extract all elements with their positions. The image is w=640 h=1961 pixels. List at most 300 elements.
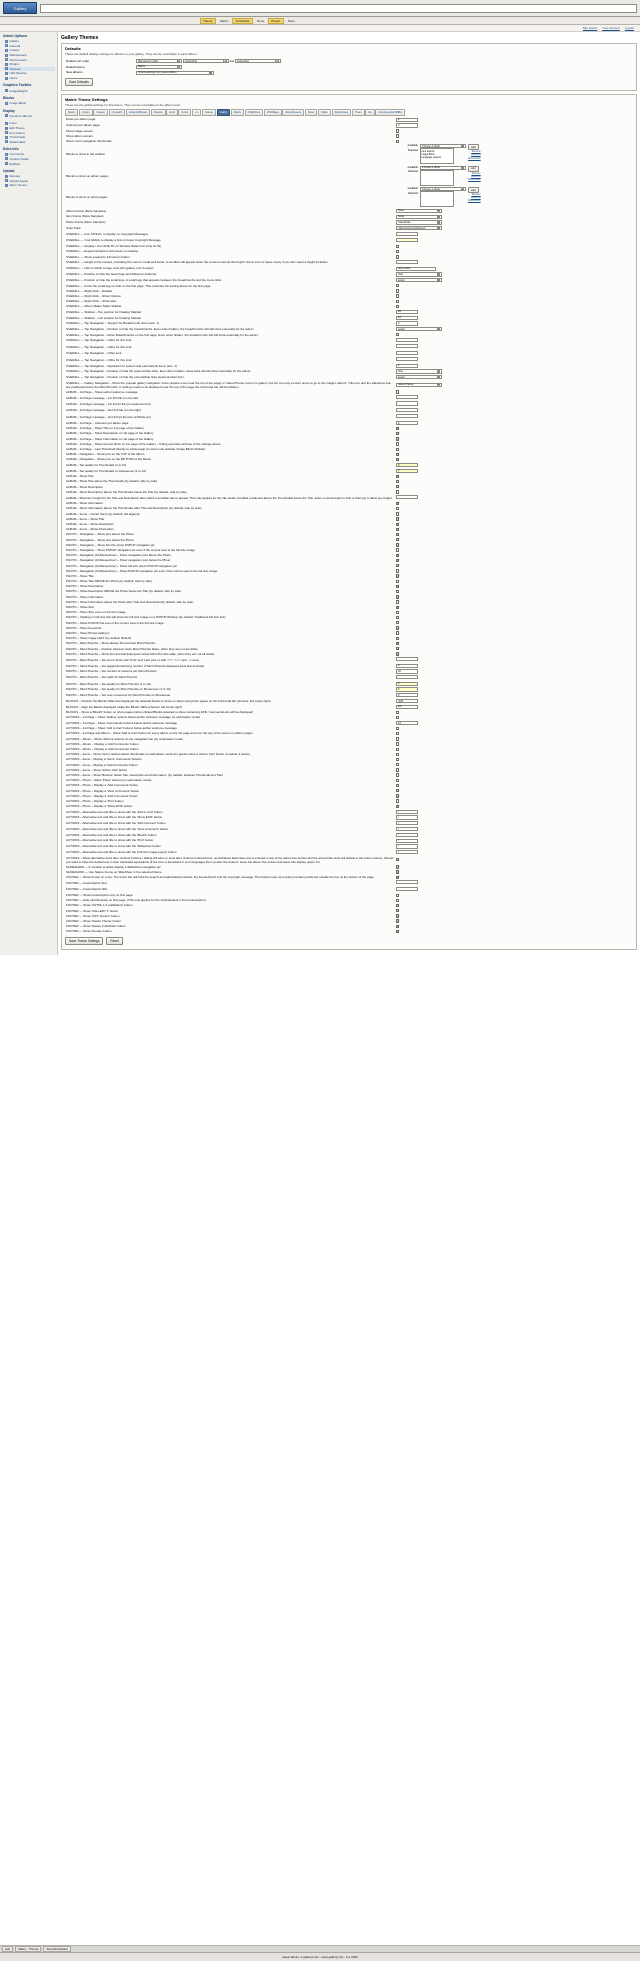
sidebar-item-label: Edit Theme: [9, 126, 25, 131]
setting-label: ALBUM – Show Description above the Thumbnails below the Title (by default: side by side): [66, 489, 187, 494]
setting-text-input[interactable]: /: [396, 810, 418, 814]
setting-checkbox[interactable]: [396, 616, 399, 619]
setting-text-input[interactable]: left: [396, 705, 418, 709]
chevron-down-icon: ▾: [437, 279, 439, 282]
defaults-actions: [65, 78, 633, 86]
setting-label: OVERALL — Sidebar – Left position for Floating Sidebar: [66, 315, 142, 320]
setting-text-input[interactable]: 10: [396, 316, 418, 320]
setting-label: OVERALL — Top Navigation – Other Link: [66, 351, 122, 356]
setting-text-input[interactable]: 2: [396, 693, 418, 697]
applet-icon: [5, 179, 8, 182]
list-item[interactable]: Image Block: [421, 153, 435, 157]
tab-kurtis[interactable]: Kurtis: [178, 109, 191, 116]
setting-text-input[interactable]: [396, 887, 418, 891]
block-move-down-link[interactable]: Move Down: [468, 199, 481, 203]
setting-checkbox[interactable]: [396, 894, 399, 897]
setting-label: ALBUM – 1st Page – Last Thumbnail directly to whole page (to work must activate 'Image Block' Module): [66, 447, 206, 452]
save-theme-settings-button[interactable]: Save Theme Settings: [65, 937, 103, 945]
taskbar-item-gallery-themes[interactable]: Gallery :: Themes: [15, 1946, 41, 1952]
setting-text-input[interactable]: http://www.: [396, 267, 436, 271]
setting-checkbox[interactable]: [396, 876, 399, 879]
block-remove-link[interactable]: Remove: [471, 150, 481, 154]
setting-label: ALBUM – 1st Page message – 1st Intl Ipt file (on equipment Ipt): [66, 401, 151, 406]
new-albums-select[interactable]: [136, 71, 214, 75]
setting-checkbox[interactable]: [396, 753, 399, 756]
tab-pngbase[interactable]: PNGBase: [264, 109, 282, 116]
reset-button[interactable]: Reset: [106, 937, 122, 945]
setting-select[interactable]: [396, 369, 442, 373]
setting-checkbox[interactable]: [396, 768, 399, 771]
setting-label: ALBUM – Items – Show Information: [66, 527, 114, 532]
setting-checkbox[interactable]: [396, 631, 399, 634]
setting-checkbox[interactable]: [396, 748, 399, 751]
block-move-up-link[interactable]: Move Up: [471, 153, 481, 157]
save-defaults-button[interactable]: Save Defaults: [65, 78, 93, 86]
setting-label: ACTIONS – Photo – Display a 'Add Comments' button: [66, 783, 139, 788]
available-block-select[interactable]: [420, 144, 466, 148]
setting-label: SLIDESHOW — If 'module' is active display a SlideShow navigation pic: [66, 864, 161, 869]
setting-label: ACTIONS – 1st Page and Album – Show 'Add to Cart' button for every album on the 1st page and over the top of the screen on album pages: [66, 731, 253, 736]
sidebar-item-image-block[interactable]: [3, 101, 55, 106]
setting-select[interactable]: [396, 209, 442, 213]
chevron-down-icon: ▾: [461, 188, 463, 191]
setting-checkbox[interactable]: [396, 564, 399, 567]
setting-checkbox[interactable]: [396, 490, 399, 493]
setting-label: Album Frame (More Samples): [66, 208, 107, 213]
setting-checkbox[interactable]: [396, 475, 399, 478]
setting-checkbox[interactable]: [396, 442, 399, 445]
chevron-down-icon: ▾: [437, 221, 439, 224]
sidebar-item-label: Custom Fields: [9, 156, 29, 161]
sidebar-item-watermarks[interactable]: [3, 140, 55, 145]
sidebar-item-label: Themes: [9, 66, 21, 71]
setting-checkbox[interactable]: [396, 284, 399, 287]
chevron-down-icon: ▾: [177, 60, 179, 63]
tab-colors[interactable]: Colors: [79, 109, 93, 116]
sidebar-item-label: Icons: [9, 121, 17, 126]
setting-checkbox[interactable]: [396, 606, 399, 609]
list-item[interactable]: Language selector: [421, 156, 442, 160]
setting-checkbox[interactable]: [396, 870, 399, 873]
setting-label: PHOTO – Navigation – Show POPUP navigation pic even if the current view is the full size image: [66, 547, 195, 552]
setting-label: OVERALL — Height of the content, excluding the menu's, head and footer. A scrollbar will appear when the content extends this height. Set to zero or leave empty if you don't want a height limitation.: [66, 260, 329, 265]
add-block-button[interactable]: Add: [468, 166, 479, 172]
setting-text-input[interactable]: 1: [396, 364, 418, 368]
setting-label: ALBUM – 1st Page message – 2nd Intl Ipt file (acc.onWhole Ipt): [66, 414, 151, 419]
blocks-picker: [396, 166, 632, 186]
default-theme-select[interactable]: [136, 65, 182, 69]
setting-checkbox[interactable]: [396, 574, 399, 577]
setting-checkbox[interactable]: [396, 773, 399, 776]
setting-checkbox[interactable]: [396, 865, 399, 868]
setting-text-input[interactable]: [396, 344, 418, 348]
setting-label: PHOTO – MicroThumbs – Set max movement for MicroThumbs on Mouseover: [66, 693, 171, 698]
tab-matrix[interactable]: Matrix: [231, 109, 244, 116]
setting-label: ACTIONS – Show alternative texts after 'Actions' buttons / Hiding will also no texts after 'Actions' buttons/icons, nevertheless alternative text is entered in any of the above five entries and the alt and title texts will default to the button names. Should you want to have the default text in their translated equivalents (if the time is translated in your language) then up after the buttons; leave the above five entries and leave this display option Tot.: [66, 855, 394, 864]
setting-checkbox[interactable]: [396, 458, 399, 461]
setting-checkbox[interactable]: [396, 805, 399, 808]
setting-checkbox[interactable]: [396, 716, 399, 719]
setting-checkbox[interactable]: [396, 621, 399, 624]
block-move-up-link[interactable]: Move Up: [471, 196, 481, 200]
setting-label: PHOTO – MicroThumbs – Position between twice MicroThumbs fades, when they are not all visible: [66, 646, 198, 651]
setting-checkbox[interactable]: [396, 590, 399, 593]
setting-text-input[interactable]: 10: [396, 721, 418, 725]
setting-checkbox[interactable]: [396, 538, 399, 541]
setting-checkbox[interactable]: [396, 569, 399, 572]
setting-label: OVERALL — Top Navigation – Position or hide the breadCrumbs. Even when hidden, the breadCrumbs will still show externally for the admin.: [66, 327, 255, 332]
setting-label: ALBUM – Navigation – Show pics on the TOP of the Album: [66, 452, 145, 457]
setting-text-input[interactable]: /: [396, 815, 418, 819]
link-your-account[interactable]: Your Account: [602, 26, 620, 30]
setting-label: ALBUM – Navigation – Show pics on the BOTTOM of the Album: [66, 457, 152, 462]
setting-text-input[interactable]: [396, 414, 418, 418]
setting-checkbox[interactable]: [396, 554, 399, 557]
setting-select[interactable]: [396, 327, 442, 331]
setting-checkbox[interactable]: [396, 763, 399, 766]
setting-checkbox[interactable]: [396, 799, 399, 802]
setting-text-input[interactable]: 40: [396, 669, 418, 673]
field-icon: [5, 157, 8, 160]
setting-text-input[interactable]: /: [396, 844, 418, 848]
tab-stylesheep[interactable]: StyleSheep: [332, 109, 352, 116]
tab-philipmore[interactable]: PhilipMore: [245, 109, 264, 116]
setting-checkbox[interactable]: [396, 858, 399, 861]
setting-select-value: None: [398, 209, 405, 213]
setting-checkbox[interactable]: [396, 427, 399, 430]
setting-text-input[interactable]: [396, 232, 418, 236]
sidebar-group: [3, 169, 55, 188]
setting-select-value: naturePale: [398, 220, 411, 224]
setting-label: PHOTO – Show image LEFT (by default: RIGHT): [66, 636, 132, 641]
setting-text-input[interactable]: 5: [396, 463, 418, 467]
setting-control: [395, 929, 633, 934]
setting-checkbox[interactable]: [396, 512, 399, 515]
add-block-button[interactable]: Add: [468, 187, 479, 193]
tab-floatrix[interactable]: Floatrix: [151, 109, 166, 116]
setting-checkbox[interactable]: [396, 611, 399, 614]
setting-checkbox[interactable]: [396, 711, 399, 714]
browser-status-bar: [0, 1952, 640, 1961]
setting-text-input[interactable]: 0: [396, 664, 418, 668]
setting-checkbox[interactable]: [396, 548, 399, 551]
selected-blocks-list[interactable]: [420, 148, 454, 164]
setting-text-input[interactable]: [396, 495, 418, 499]
setting-select[interactable]: [396, 215, 442, 219]
setting-checkbox[interactable]: [396, 914, 399, 917]
chevron-down-icon: ▾: [437, 216, 439, 219]
tab-classic[interactable]: Classic: [93, 109, 108, 116]
setting-checkbox[interactable]: [396, 250, 399, 253]
setting-select-value: natureTheme: [398, 383, 414, 387]
setting-text-input[interactable]: [396, 675, 418, 679]
setting-control: [395, 165, 633, 186]
setting-label: ACTIONS – Album – Display a 'Add Comments' button: [66, 747, 139, 752]
setting-checkbox[interactable]: [396, 507, 399, 510]
blocks-picker-labels: [396, 144, 418, 153]
tab-matrix[interactable]: matrix: [217, 109, 230, 116]
tab-siriez[interactable]: Siriez: [305, 109, 318, 116]
setting-label: FOOTER — Show FooterA/print only on first page: [66, 893, 133, 898]
tab-slider[interactable]: Slider: [318, 109, 331, 116]
sidebar-item-exif-iptc[interactable]: [3, 161, 55, 166]
setting-text-input[interactable]: 5: [396, 687, 418, 691]
setting-checkbox[interactable]: [396, 453, 399, 456]
block-move-down-link[interactable]: Move Down: [468, 178, 481, 182]
setting-label: PHOTO – Show Description: [66, 584, 104, 589]
setting-text-input[interactable]: /: [396, 850, 418, 854]
setting-label: ACTIONS – 1st Page – Show 'Commands' buttons below author welcome message: [66, 720, 178, 725]
setting-checkbox[interactable]: [396, 134, 399, 137]
album-icon: [5, 114, 8, 117]
setting-control: [395, 144, 633, 165]
setting-checkbox[interactable]: [396, 289, 399, 292]
block-remove-link[interactable]: Remove: [471, 171, 481, 175]
setting-checkbox[interactable]: [396, 533, 399, 536]
setting-label: BLOCKS – Show a 'BlockX' button on photo pages (when clicked Blocks selected to show containing EXIF, CommentsLists will be displayed): [66, 710, 254, 715]
setting-select-value: natureGreenCashGreen: [398, 226, 426, 230]
selected-blocks-list[interactable]: [420, 191, 454, 207]
preset-value: None: [287, 18, 295, 23]
add-block-button[interactable]: Add: [468, 144, 479, 150]
setting-text-input[interactable]: [396, 408, 418, 412]
setting-text-input[interactable]: 5: [396, 682, 418, 686]
setting-checkbox[interactable]: [396, 129, 399, 132]
setting-checkbox[interactable]: [396, 390, 399, 393]
setting-label: ACTIONS – 1st Page – Show 'Add to Cart' buttons below author welcome message: [66, 726, 177, 731]
setting-checkbox[interactable]: [396, 899, 399, 902]
theme-settings-heading: Matrix Theme Settings: [65, 96, 108, 102]
link-site-admin[interactable]: Site Admin: [582, 26, 598, 30]
sidebar-item-label: Image Block: [9, 101, 27, 106]
setting-checkbox[interactable]: [396, 595, 399, 598]
setting-text-input[interactable]: 20: [396, 310, 418, 314]
setting-checkbox[interactable]: [396, 652, 399, 655]
setting-label: OVERALL — Your EMAIL to display a link on footer Copyright Message: [66, 238, 161, 243]
sidebar-group: [3, 109, 55, 119]
setting-checkbox[interactable]: [396, 647, 399, 650]
setting-text-input[interactable]: [396, 238, 418, 242]
link-logout[interactable]: Logout: [624, 26, 634, 30]
setting-checkbox[interactable]: [396, 294, 399, 297]
sidebar-item-web-server[interactable]: [3, 183, 55, 188]
sidebar-item-label: Thumbnails: [9, 135, 26, 140]
setting-checkbox[interactable]: [396, 523, 399, 526]
chevron-down-icon: ▾: [437, 328, 439, 331]
block-move-down-link[interactable]: Move Down: [468, 156, 481, 160]
setting-checkbox[interactable]: [396, 758, 399, 761]
setting-checkbox[interactable]: [396, 784, 399, 787]
setting-select[interactable]: [396, 375, 442, 379]
setting-control: [395, 855, 633, 864]
setting-select[interactable]: [396, 278, 442, 282]
block-icon: [5, 102, 8, 105]
tab-hind[interactable]: Hind: [166, 109, 178, 116]
setting-checkbox[interactable]: [396, 559, 399, 562]
setting-checkbox[interactable]: [396, 543, 399, 546]
setting-checkbox[interactable]: [396, 528, 399, 531]
water-icon: [5, 140, 8, 143]
selected-label: Selected: [407, 191, 418, 195]
setting-text-input[interactable]: [396, 260, 418, 264]
setting-label: OVERALL — Force the small logo to hide on the first page. This overrides the setting above for the first page.: [66, 283, 212, 288]
setting-checkbox[interactable]: [396, 600, 399, 603]
setting-checkbox[interactable]: [396, 305, 399, 308]
setting-label: ALBUM – Show Title above the Thumbnails (by default: side by side): [66, 479, 158, 484]
tab-matrix[interactable]: Matrix: [65, 109, 78, 116]
setting-checkbox[interactable]: [396, 585, 399, 588]
setting-checkbox[interactable]: [396, 742, 399, 745]
setting-checkbox[interactable]: [396, 245, 399, 248]
setting-label: ACTIONS – Alternative text and title to show with the 'View comments' button: [66, 826, 169, 831]
theme-settings-table: [65, 117, 633, 934]
tab-the-apostolicabba[interactable]: (the)ApostolicABBA: [375, 109, 405, 116]
setting-checkbox[interactable]: [396, 580, 399, 583]
setting-select[interactable]: [396, 272, 442, 276]
setting-checkbox[interactable]: [396, 737, 399, 740]
block-move-up-link[interactable]: Move Up: [471, 174, 481, 178]
colorpack-value: None: [257, 18, 265, 23]
setting-text-input[interactable]: /: [396, 827, 418, 831]
setting-checkbox[interactable]: [396, 727, 399, 730]
setting-checkbox[interactable]: [396, 448, 399, 451]
setting-text-input[interactable]: right: [396, 699, 418, 703]
start-button[interactable]: start: [2, 1946, 13, 1952]
selected-blocks-list[interactable]: [420, 170, 454, 186]
admin-sidebar: [0, 32, 58, 955]
tab-nature[interactable]: Nature: [202, 109, 216, 116]
setting-text-input[interactable]: 4: [396, 321, 418, 325]
setting-checkbox[interactable]: [396, 732, 399, 735]
sidebar-item-dynamic-albums[interactable]: [3, 114, 55, 119]
setting-label: ACTIONS – Album – Show 'Albums' actions on top navigation bar (on webmaster mode): [66, 736, 184, 741]
sort-direction-select[interactable]: [183, 59, 229, 63]
setting-text-input[interactable]: 5: [396, 469, 418, 473]
setting-label: ALBUM – 1st Page – Show Description on 1st page of the Gallery: [66, 431, 154, 436]
setting-checkbox[interactable]: [396, 794, 399, 797]
setting-row: [65, 186, 633, 207]
tab-roseflowers[interactable]: RoseFlowers: [282, 109, 304, 116]
setting-text-input[interactable]: /: [396, 839, 418, 843]
sort-direction2-select[interactable]: [235, 59, 281, 63]
list-item[interactable]: Item actions: [421, 149, 435, 153]
setting-checkbox[interactable]: [396, 333, 399, 336]
setting-checkbox[interactable]: [396, 480, 399, 483]
new-albums-value: Inherit settings from parent album: [138, 71, 177, 75]
sidebar-group-title: Graphics Toolkits: [3, 83, 32, 88]
setting-label: PHOTO – Show Size even on full size image: [66, 610, 126, 615]
setting-label: ACTIONS – 1st Page – Show 'Gallery' actions below author welcome message (or webmaster mode): [66, 715, 201, 720]
tab-eclectic-bloods[interactable]: Eclectic/Bloods: [126, 109, 150, 116]
setting-label: PHOTO – Show Title ABOVE the Photo (by default: side by side): [66, 579, 152, 584]
sidebar-item-label: URL Rewrite: [9, 71, 27, 76]
setting-checkbox[interactable]: [396, 642, 399, 645]
setting-checkbox[interactable]: [396, 779, 399, 782]
setting-label: OVERALL — URL to which to logo must link (gallery root if empty): [66, 266, 154, 271]
setting-label: ALBUM – Set quality for Thumbnails on Mouseover (1 to 10): [66, 468, 147, 473]
tab-crystal-x[interactable]: Crystal/X: [109, 109, 126, 116]
setting-text-input[interactable]: [396, 657, 418, 661]
sidebar-item-imagemagick[interactable]: [3, 88, 55, 93]
setting-text-input[interactable]: [396, 395, 418, 399]
top-links-bar: [0, 25, 640, 32]
setting-text-input[interactable]: /: [396, 821, 418, 825]
setting-label: ACTIONS – Items – Show 'Add to Cart' button: [66, 767, 128, 772]
setting-checkbox[interactable]: [396, 255, 399, 258]
setting-text-input[interactable]: [396, 401, 418, 405]
setting-text-input[interactable]: [396, 357, 418, 361]
tab-x-1[interactable]: x.1: [192, 109, 202, 116]
setting-text-input[interactable]: 4: [396, 118, 418, 122]
setting-checkbox[interactable]: [396, 919, 399, 922]
setting-checkbox[interactable]: [396, 925, 399, 928]
setting-text-input[interactable]: [396, 351, 418, 355]
sidebar-group: [3, 96, 55, 106]
setting-checkbox[interactable]: [396, 502, 399, 505]
setting-label: OVERALL — Album Maker Static Sidebar: [66, 304, 122, 309]
setting-text-input[interactable]: [396, 880, 418, 884]
setting-label: ACTIONS – Alternative text and title to show with the 'Full size image popup' button: [66, 850, 177, 855]
chevron-down-icon: ▾: [437, 210, 439, 213]
link-icon: [5, 72, 8, 75]
setting-text-input[interactable]: [396, 338, 418, 342]
tab-tile[interactable]: tile: [365, 109, 374, 116]
available-block-select[interactable]: [420, 166, 466, 170]
setting-checkbox[interactable]: [396, 432, 399, 435]
setting-label: ALBUM – Show Information: [66, 501, 104, 506]
setting-label: PHOTO – MicroThumbs – Set quality for MicroThumbs (1 to 10): [66, 681, 151, 686]
taskbar-item-site-administration[interactable]: Site Administration: [43, 1946, 70, 1952]
setting-checkbox[interactable]: [396, 789, 399, 792]
address-bar[interactable]: [40, 4, 637, 13]
setting-text-input[interactable]: /: [396, 833, 418, 837]
setting-row: [65, 165, 633, 186]
page-title: Gallery Themes: [61, 35, 99, 41]
setting-select[interactable]: [396, 220, 442, 224]
setting-checkbox[interactable]: [396, 517, 399, 520]
setting-label: OVERALL — Sidebar – Top position for Floating Sidebar: [66, 309, 142, 314]
setting-checkbox[interactable]: [396, 485, 399, 488]
setting-label: ALBUM – 1st Page message – 2nd Intl title (on the right): [66, 408, 142, 413]
setting-checkbox[interactable]: [396, 626, 399, 629]
available-label: Available: [407, 144, 418, 148]
sidebar-item-users[interactable]: [3, 76, 55, 81]
setting-select[interactable]: [396, 383, 442, 387]
setting-row: [65, 144, 633, 165]
setting-checkbox[interactable]: [396, 909, 399, 912]
setting-checkbox[interactable]: [396, 300, 399, 303]
setting-checkbox[interactable]: [396, 140, 399, 143]
setting-text-input[interactable]: 4: [396, 123, 418, 127]
chevron-down-icon: ▾: [461, 167, 463, 170]
block-remove-link[interactable]: Remove: [471, 193, 481, 196]
setting-select[interactable]: [396, 226, 442, 230]
available-block-select[interactable]: [420, 187, 466, 191]
sidebar-group: [3, 147, 55, 166]
tab-tham[interactable]: Tham: [352, 109, 365, 116]
setting-text-input[interactable]: 2: [396, 421, 418, 425]
blocks-picker-controls: [420, 166, 466, 186]
setting-checkbox[interactable]: [396, 437, 399, 440]
setting-label: FOOTER — Show 'GALLERY 2' button: [66, 908, 119, 913]
sort-order-select[interactable]: [136, 59, 182, 63]
sidebar-item-label: Exif/Iptc: [9, 161, 21, 166]
setting-checkbox[interactable]: [396, 904, 399, 907]
setting-checkbox[interactable]: [396, 637, 399, 640]
setting-checkbox[interactable]: [396, 930, 399, 933]
setting-label: PHOTO – Navigation (OnMouseOver) – Show POPUP navigation pic even if the current view is the full size image: [66, 568, 218, 573]
setting-label: PHOTO – Clicking on full size link will show the full size image on a POPUP Window (by default: Traditional full size link): [66, 615, 226, 620]
